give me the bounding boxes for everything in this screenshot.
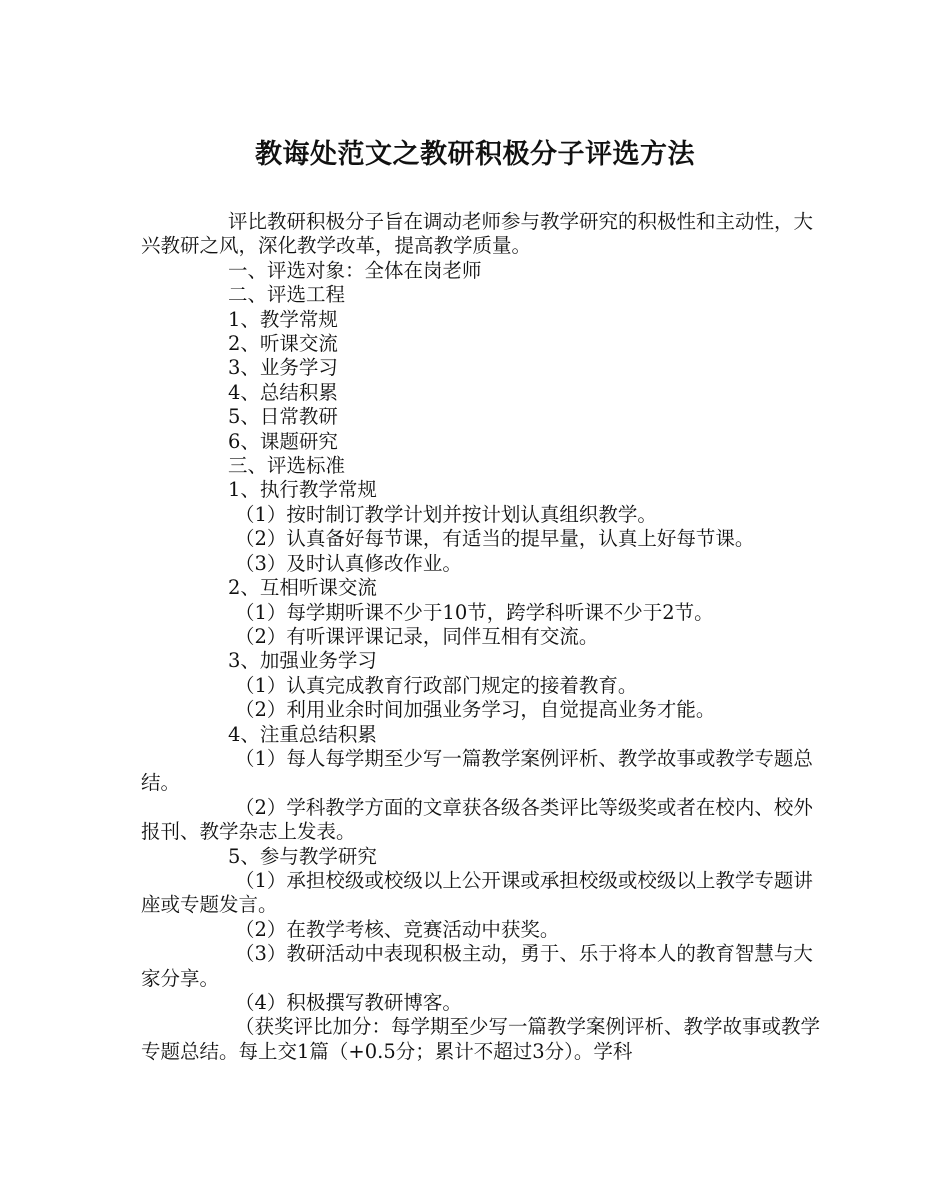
list-item: 3、业务学习 [228, 356, 338, 380]
list-item: （1）按时制订教学计划并按计划认真组织教学。 [235, 502, 657, 526]
list-item: （3）及时认真修改作业。 [235, 551, 462, 575]
document-body [141, 210, 829, 1064]
section-heading: 二、评选工程 [228, 283, 346, 307]
list-item: （2）学科教学方面的文章获各级各类评比等级奖或者在校内、校外报刊、教学杂志上发表。 [141, 795, 813, 844]
document-title: 教诲处范文之教研积极分子评选方法 [255, 139, 695, 170]
note-paragraph: （获奖评比加分：每学期至少写一篇教学案例评析、教学故事或教学专题总结。每上交1篇（+0.5分；累计不超过3分）。学科 [141, 1015, 821, 1063]
subsection-heading: 5、参与教学研究 [228, 844, 377, 868]
list-item: （2）在教学考核、竞赛活动中获奖。 [235, 917, 560, 941]
list-item: 5、日常教研 [228, 405, 338, 429]
subsection-heading: 1、执行教学常规 [228, 478, 377, 502]
list-item: （2）利用业余时间加强业务学习，自觉提高业务才能。 [235, 698, 716, 722]
section-heading: 一、评选对象：全体在岗老师 [228, 258, 482, 282]
subsection-heading: 3、加强业务学习 [228, 649, 377, 673]
list-item: 2、听课交流 [228, 332, 338, 356]
list-item: （1）承担校级或校级以上公开课或承担校级或校级以上教学专题讲座或专题发言。 [141, 868, 813, 917]
list-item: 4、总结积累 [228, 380, 338, 404]
list-item: （1）认真完成教育行政部门规定的接着教育。 [235, 673, 638, 697]
subsection-heading: 2、互相听课交流 [228, 576, 377, 600]
list-item: （1）每人每学期至少写一篇教学案例评析、教学故事或教学专题总结。 [141, 746, 813, 795]
list-item: （1）每学期听课不少于10节，跨学科听课不少于2节。 [235, 600, 714, 624]
intro-paragraph: 评比教研积极分子旨在调动老师参与教学研究的积极性和主动性，大兴教研之风，深化教学改革，提高教学质量。 [141, 210, 814, 258]
list-item: （3）教研活动中表现积极主动，勇于、乐于将本人的教育智慧与大家分享。 [141, 942, 813, 990]
list-item: （4）积极撰写教研博客。 [235, 991, 462, 1014]
list-item: （2）有听课评课记录，同伴互相有交流。 [235, 624, 599, 648]
list-item: 6、课题研究 [228, 429, 338, 453]
subsection-heading: 4、注重总结积累 [228, 722, 377, 746]
list-item: （2）认真备好每节课，有适当的提早量，认真上好每节课。 [235, 527, 755, 551]
section-heading: 三、评选标准 [228, 454, 346, 478]
list-item: 1、教学常规 [228, 307, 338, 331]
